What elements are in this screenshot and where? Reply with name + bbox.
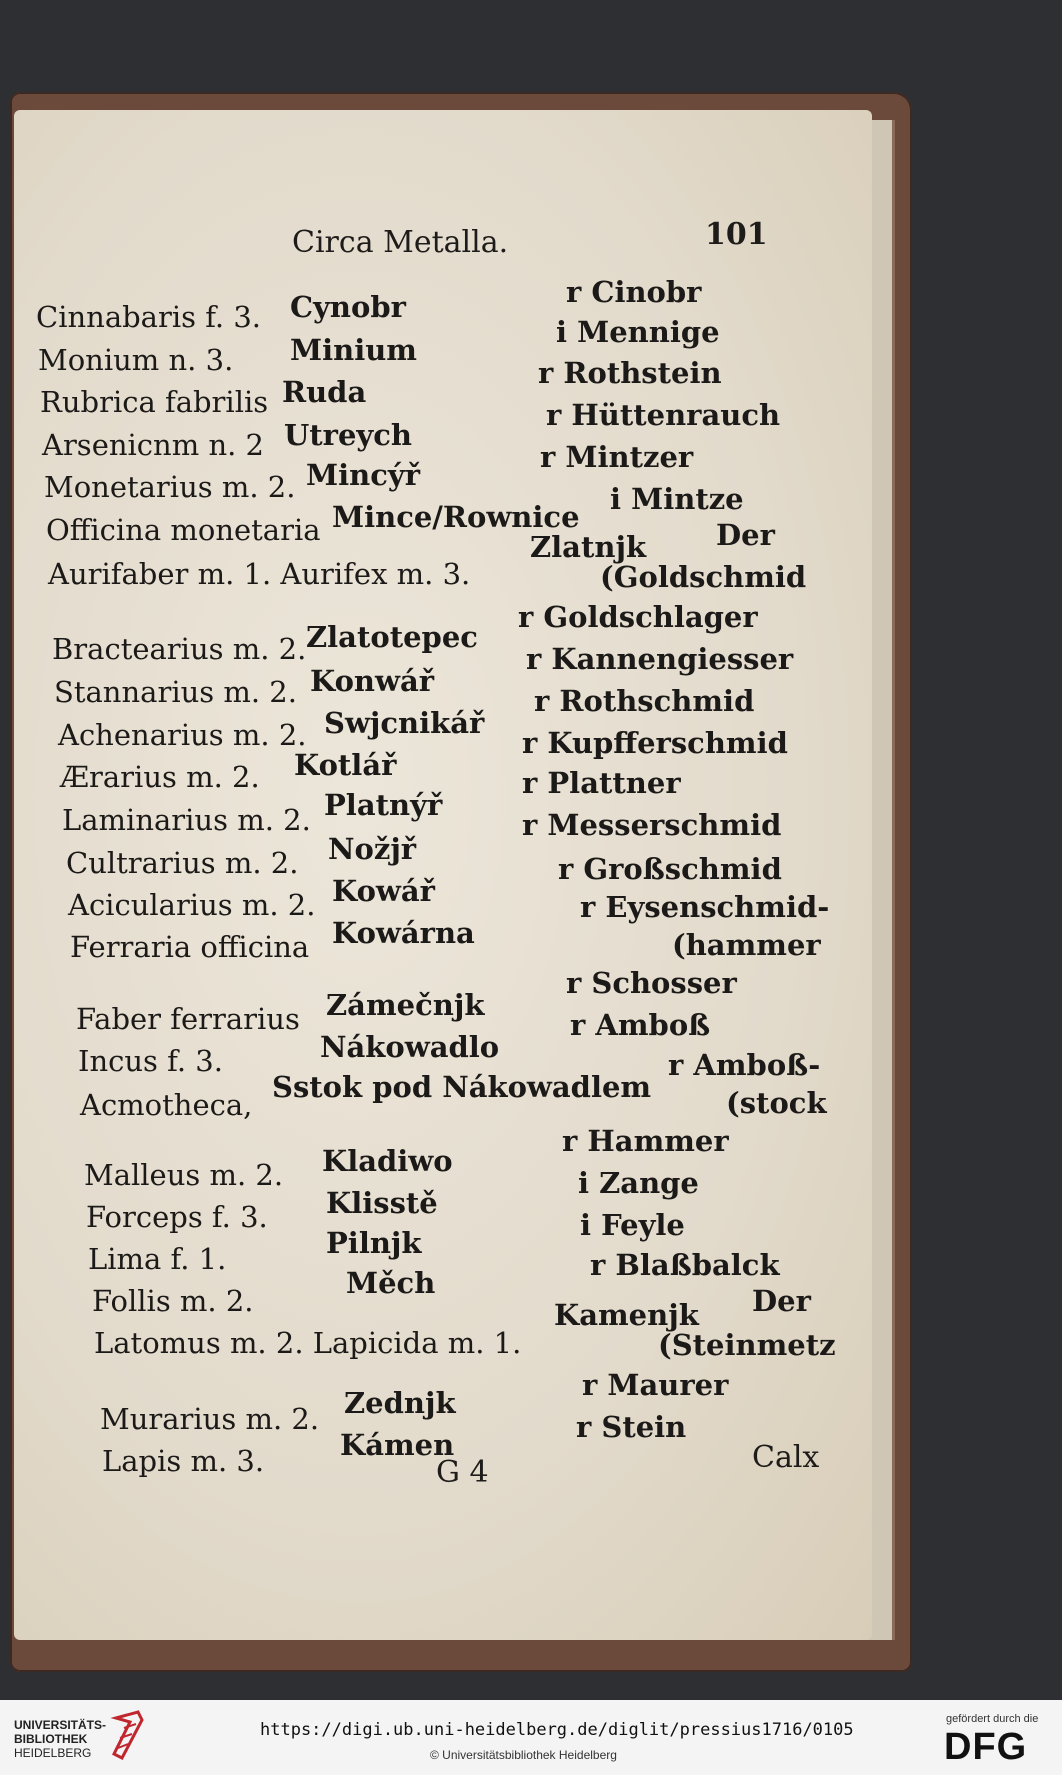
czech-term: Nákowadlo [320, 1030, 500, 1064]
latin-term: Incus f. 3. [78, 1044, 223, 1078]
german-term: r Amboß [570, 1008, 711, 1042]
latin-term: Ferraria officina [70, 930, 310, 964]
german-term: r Mintzer [540, 440, 694, 474]
czech-term: Klisstě [326, 1186, 438, 1220]
czech-term: Cynobr [290, 290, 406, 324]
latin-term: Latomus m. 2. Lapicida m. 1. [94, 1326, 522, 1360]
czech-term: Zlatnjk [530, 530, 647, 564]
german-term: r Rothschmid [534, 684, 755, 718]
latin-term: Laminarius m. 2. [62, 803, 311, 837]
german-term: Der [752, 1284, 811, 1318]
latin-term: Bractearius m. 2. [52, 632, 307, 666]
permalink-url[interactable]: https://digi.ub.uni-heidelberg.de/diglit/pressius1716/0105 [260, 1720, 854, 1740]
german-continuation: (Steinmetz [658, 1328, 836, 1362]
german-term: r Cinobr [566, 275, 702, 309]
latin-term: Forceps f. 3. [86, 1200, 268, 1234]
czech-term: Kladiwo [322, 1144, 453, 1178]
german-term: r Kupfferschmid [522, 726, 788, 760]
latin-term: Lima f. 1. [88, 1242, 227, 1276]
latin-term: Follis m. 2. [92, 1284, 254, 1318]
latin-term: Stannarius m. 2. [54, 675, 297, 709]
latin-term: Monetarius m. 2. [44, 470, 296, 504]
latin-term: Faber ferrarius [76, 1002, 300, 1036]
funder-logo: DFG [944, 1726, 1028, 1768]
copyright-notice: © Universitätsbibliothek Heidelberg [430, 1748, 617, 1762]
latin-term: Cultrarius m. 2. [66, 846, 299, 880]
czech-term: Zlatotepec [306, 620, 478, 654]
czech-term: Mincýř [306, 458, 420, 492]
czech-term: Kamenjk [554, 1298, 699, 1332]
german-term: i Mennige [556, 315, 720, 349]
german-term: r Stein [576, 1410, 687, 1444]
german-term: r Amboß- [668, 1048, 821, 1082]
german-term: r Maurer [582, 1368, 729, 1402]
latin-term: Murarius m. 2. [100, 1402, 320, 1436]
library-name-line: HEIDELBERG [14, 1746, 92, 1760]
latin-term: Achenarius m. 2. [58, 718, 307, 752]
german-term: i Zange [578, 1166, 699, 1200]
czech-term: Kowárna [332, 916, 475, 950]
german-term: r Hammer [562, 1124, 729, 1158]
german-term: r Messerschmid [522, 808, 782, 842]
czech-term: Nožjř [328, 832, 417, 866]
latin-term: Officina monetaria [46, 513, 321, 547]
czech-term: Swjcnikář [324, 706, 485, 740]
czech-term: Měch [346, 1266, 436, 1300]
german-term: r Blaßbalck [590, 1248, 780, 1282]
german-term: r Hüttenrauch [546, 398, 781, 432]
czech-term: Konwář [310, 664, 435, 698]
czech-term: Kowář [332, 874, 435, 908]
library-logo-icon [108, 1708, 148, 1764]
funder-caption: gefördert durch die [946, 1713, 1039, 1725]
german-term: Der [716, 518, 775, 552]
czech-term: Pilnjk [326, 1226, 422, 1260]
german-term: i Mintze [610, 482, 744, 516]
german-term: r Großschmid [558, 852, 782, 886]
latin-term: Malleus m. 2. [84, 1158, 284, 1192]
czech-term: Platnýř [324, 788, 443, 822]
latin-term: Lapis m. 3. [102, 1444, 265, 1478]
library-logo-text [14, 1718, 106, 1760]
running-header: Circa Metalla. [292, 225, 509, 260]
latin-term: Cinnabaris f. 3. [36, 300, 262, 334]
latin-term: Rubrica fabrilis [40, 385, 269, 419]
czech-term: Utreych [284, 418, 413, 452]
latin-term: Acmotheca, [80, 1088, 253, 1122]
page-number: 101 [705, 217, 768, 252]
czech-term: Ruda [282, 375, 367, 409]
german-continuation: (hammer [672, 928, 821, 962]
german-continuation: (Goldschmid [600, 560, 807, 594]
czech-term: Zednjk [344, 1386, 456, 1420]
latin-term: Aurifaber m. 1. Aurifex m. 3. [48, 557, 471, 591]
czech-term: Minium [290, 333, 417, 367]
german-term: r Rothstein [538, 356, 722, 390]
signature-mark: G 4 [436, 1455, 489, 1490]
czech-term: Sstok pod Nákowadlem [272, 1070, 652, 1104]
german-continuation: (stock [726, 1086, 827, 1120]
german-term: r Goldschlager [518, 600, 758, 634]
german-term: r Eysenschmid- [580, 890, 830, 924]
german-term: r Kannengiesser [526, 642, 794, 676]
czech-term: Mince/Rownice [332, 500, 580, 534]
library-name-line: BIBLIOTHEK [14, 1732, 88, 1746]
latin-term: Arsenicnm n. 2 [42, 428, 265, 462]
latin-term: Acicularius m. 2. [68, 888, 316, 922]
czech-term: Kotlář [294, 748, 397, 782]
german-term: r Plattner [522, 766, 681, 800]
latin-term: Monium n. 3. [38, 343, 234, 377]
latin-term: Ærarius m. 2. [60, 760, 260, 794]
library-name-line: UNIVERSITÄTS- [14, 1718, 107, 1732]
czech-term: Kámen [340, 1428, 455, 1462]
czech-term: Zámečnjk [326, 988, 485, 1022]
catchword: Calx [752, 1440, 820, 1475]
german-term: i Feyle [580, 1208, 685, 1242]
german-term: r Schosser [566, 966, 737, 1000]
